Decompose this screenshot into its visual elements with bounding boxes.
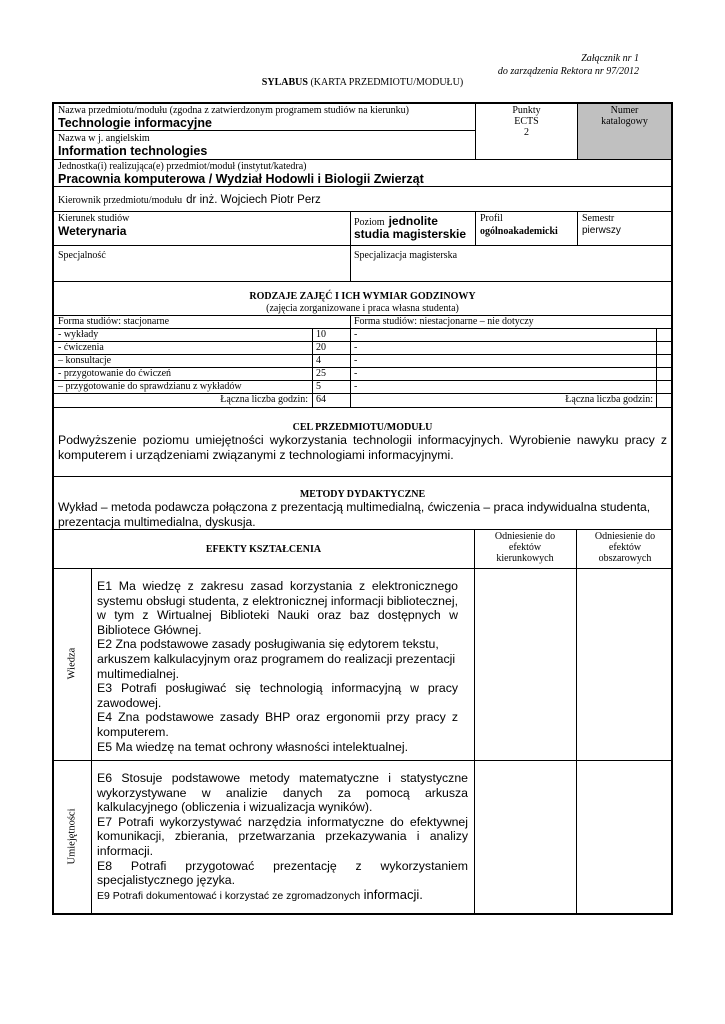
hours-row-value: 4 xyxy=(316,355,321,366)
semester-label: Semestr xyxy=(582,213,615,224)
effect-item: E6 Stosuje podstawowe metody matematyczne i statystyczne wykorzystywane w analizie danych za pomocą arkusza kalkulacyjnego (obliczenia i wizualizacja wyników). xyxy=(97,771,468,815)
hours-row-value: 20 xyxy=(316,342,326,353)
extramural-label: Forma studiów: niestacjonarne – nie dotyczy xyxy=(354,316,534,327)
ects-label: Punkty ECTS 2 xyxy=(476,105,577,138)
knowledge-list xyxy=(97,579,458,754)
hours-row-label: - wykłady xyxy=(58,329,99,340)
profile-label: Profil xyxy=(480,213,503,224)
english-name-label: Nazwa w j. angielskim xyxy=(58,133,150,144)
hours-row-right: - xyxy=(354,342,358,353)
module-name-value: Technologie informacyjne xyxy=(58,116,212,130)
goal-text: Podwyższenie poziomu umiejętności wykorzystania technologii informacyjnych. Wyrobienie nawyku pracy z komputerem i urządzeniami związanymi z technologiami informacyjnymi. xyxy=(58,433,667,462)
knowledge-label: Wiedza xyxy=(66,647,78,680)
effect-item: E1 Ma wiedzę z zakresu zasad korzystania z elektronicznego systemu obsługi studenta, z elektronicznej informacji bibliotecznej, w tym z Wirtualnej Biblioteki Nauki oraz baz dostępnych w Bibliotece Głównej. xyxy=(97,579,458,637)
stationary-label: Forma studiów: stacjonarne xyxy=(58,316,170,327)
total-label: Łączna liczba godzin: xyxy=(220,394,308,405)
hours-row-right: - xyxy=(354,329,358,340)
profile-value: ogólnoakademicki xyxy=(480,226,558,237)
specialty-label: Specjalność xyxy=(58,250,106,261)
effects-title: EFEKTY KSZTAŁCENIA xyxy=(205,544,322,555)
ref-direction-header: Odniesienie do efektów kierunkowych xyxy=(494,531,556,564)
direction-label: Kierunek studiów xyxy=(58,213,130,224)
english-name-value: Information technologies xyxy=(58,144,208,158)
effect-item: E2 Zna podstawowe zasady posługiwania się edytorem tekstu, arkuszem kalkulacyjnym oraz programem do realizacji prezentacji multimedialnej. xyxy=(97,637,456,681)
effect-item: E4 Zna podstawowe zasady BHP oraz ergonomii przy pracy z komputerem. xyxy=(97,710,458,739)
hours-row-label: - ćwiczenia xyxy=(58,342,104,353)
hours-row-value: 10 xyxy=(316,329,326,340)
table-border-bottom xyxy=(52,913,673,915)
hours-row-label: – konsultacje xyxy=(58,355,112,366)
catalog-number-label: Numer katalogowy xyxy=(601,105,648,127)
goal-title: CEL PRZEDMIOTU/MODUŁU xyxy=(292,422,433,433)
module-head: Kierownik przedmiotu/modułu dr inż. Wojciech Piotr Perz xyxy=(58,194,321,206)
table-border-right xyxy=(671,102,673,915)
effect-item: E9 Potrafi dokumentować i korzystać ze zgromadzonych informacji. xyxy=(97,886,423,902)
master-specialty-label: Specjalizacja magisterska xyxy=(354,250,458,261)
hours-row-label: – przygotowanie do sprawdzianu z wykładów xyxy=(58,381,242,392)
effect-item: E5 Ma wiedzę na temat ochrony własności intelektualnej. xyxy=(97,739,409,754)
direction-value: Weterynaria xyxy=(58,224,127,238)
skills-label: Umiejętności xyxy=(66,808,78,865)
effect-item: E8 Potrafi przygotować prezentację z wykorzystaniem specjalistycznego języka. xyxy=(97,858,468,888)
hours-row-right: - xyxy=(354,381,358,392)
methods-text: Wykład – metoda podawcza połączona z prezentacją multimedialną, ćwiczenia – praca indywidualna studenta, prezentacja multimedialna, dyskusja. xyxy=(58,500,651,529)
total-value: 64 xyxy=(316,394,326,405)
hours-subtitle: (zajęcia zorganizowane i praca własna studenta) xyxy=(266,303,459,314)
hours-row-right: - xyxy=(354,368,358,379)
semester-value: pierwszy xyxy=(582,225,621,236)
regulation-note: do zarządzenia Rektora nr 97/2012 xyxy=(497,66,639,77)
unit-value: Pracownia komputerowa / Wydział Hodowli i Biologii Zwierząt xyxy=(58,172,424,186)
page-title: SYLABUS (KARTA PRZEDMIOTU/MODUŁU) xyxy=(261,77,464,88)
module-name-label: Nazwa przedmiotu/modułu (zgodna z zatwierdzonym programem studiów na kierunku) xyxy=(58,105,410,116)
hours-row-value: 5 xyxy=(316,381,321,392)
effect-item: E7 Potrafi wykorzystywać narzędzia informatyczne do efektywnej komunikacji, zbierania, przetwarzania przekazywania i analizy informacji. xyxy=(97,814,468,858)
level: Poziom jednolite xyxy=(354,214,438,228)
hours-row-right: - xyxy=(354,355,358,366)
hours-title: RODZAJE ZAJĘĆ I ICH WYMIAR GODZINOWY xyxy=(249,291,476,302)
level-value: studia magisterskie xyxy=(354,227,467,241)
skills-list xyxy=(97,771,468,903)
ects-value: 2 xyxy=(524,127,529,138)
ref-area-header: Odniesienie do efektów obszarowych xyxy=(594,531,656,564)
hours-row-label: - przygotowanie do ćwiczeń xyxy=(58,368,172,379)
attachment-note: Załącznik nr 1 xyxy=(581,53,639,64)
table-border-left xyxy=(52,102,54,915)
methods-title: METODY DYDAKTYCZNE xyxy=(299,489,426,500)
hours-row-value: 25 xyxy=(316,368,326,379)
total-label-right: Łączna liczba godzin: xyxy=(565,394,653,405)
effect-item: E3 Potrafi posługiwać się technologią informacyjną w pracy zawodowej. xyxy=(97,681,458,710)
unit-label: Jednostka(i) realizująca(e) przedmiot/moduł (instytut/katedra) xyxy=(58,161,307,172)
